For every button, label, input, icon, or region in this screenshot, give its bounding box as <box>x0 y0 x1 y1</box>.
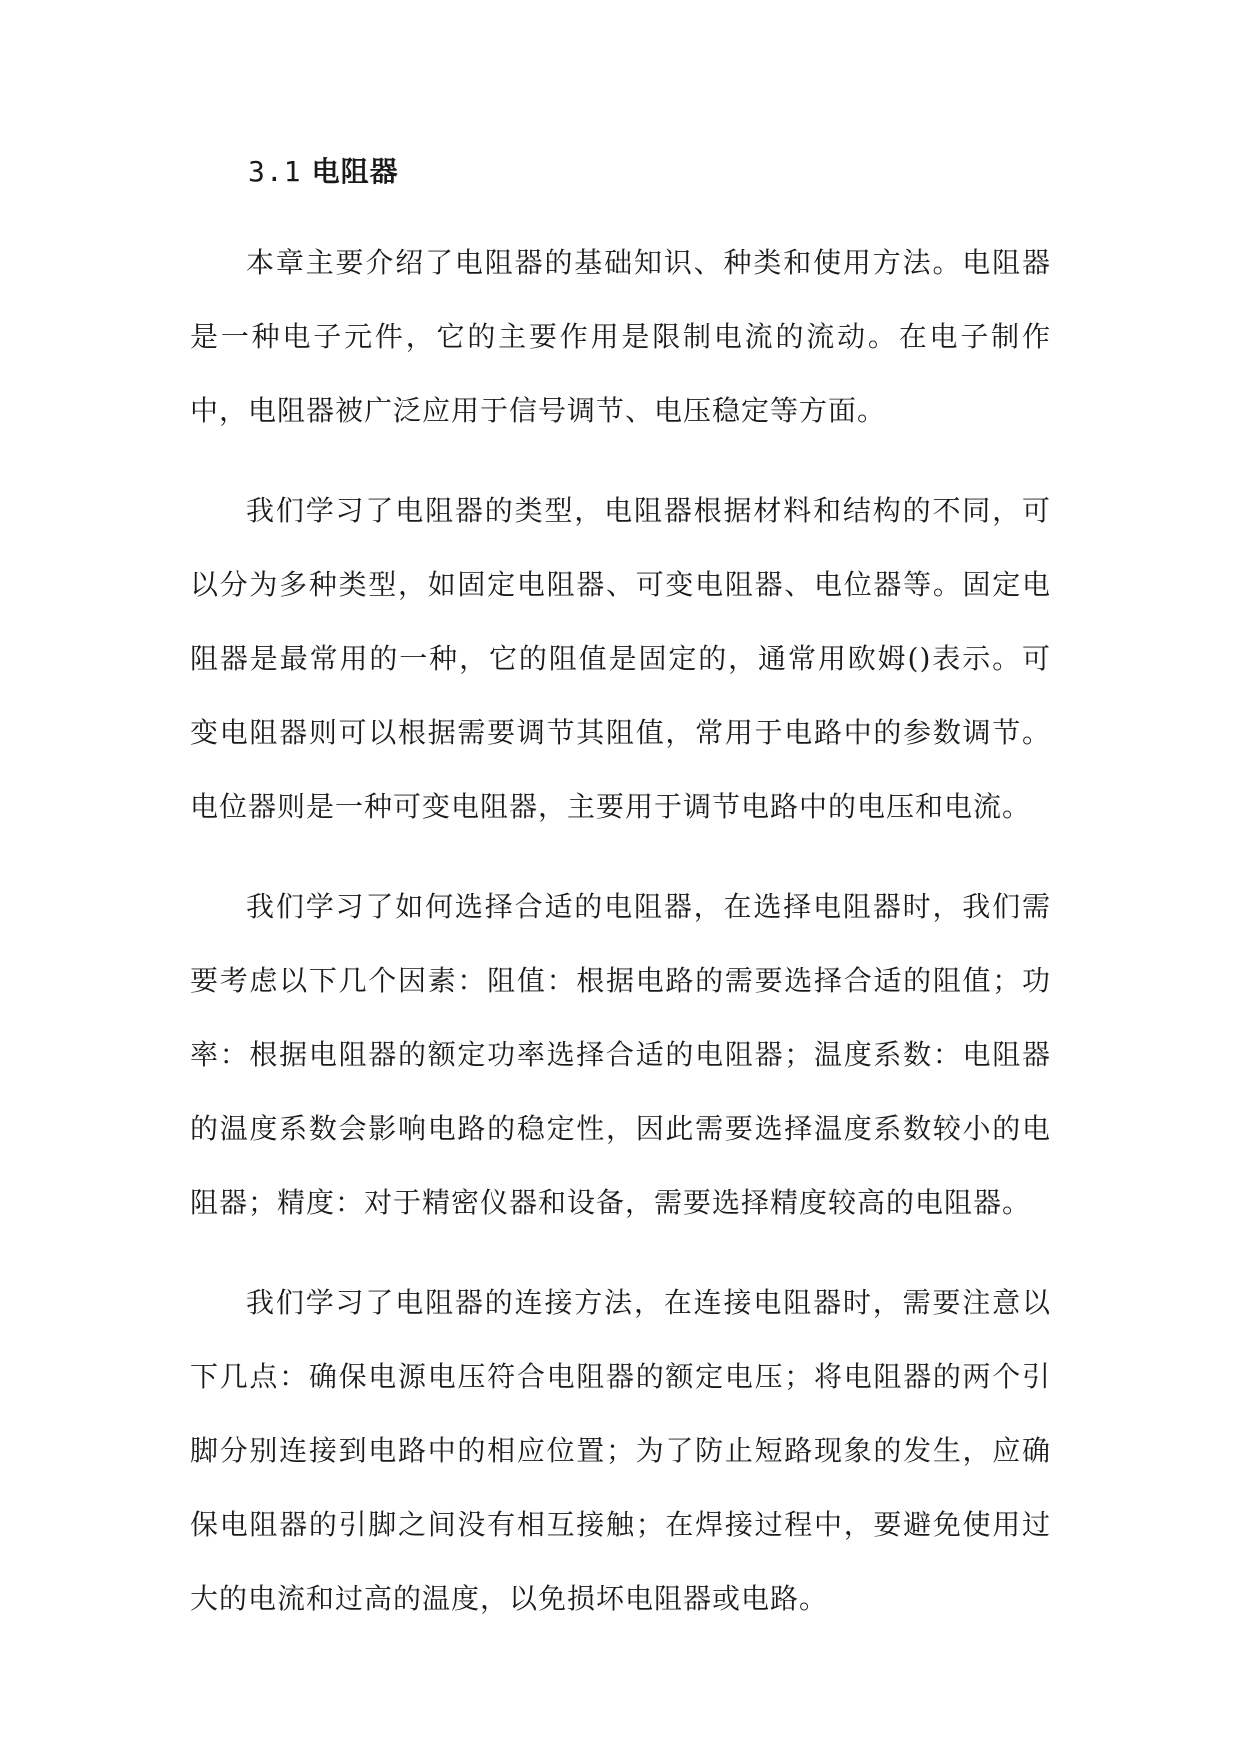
paragraph-types: 我们学习了电阻器的类型，电阻器根据材料和结构的不同，可以分为多种类型，如固定电阻器、可变电阻器、电位器等。固定电阻器是最常用的一种，它的阻值是固定的，通常用欧姆()表示。可变电阻器则可以根据需要调节其阻值，常用于电路中的参数调节。电位器则是一种可变电阻器，主要用于调节电路中的电压和电流。 <box>190 494 1051 823</box>
paragraph-connection: 我们学习了电阻器的连接方法，在连接电阻器时，需要注意以下几点：确保电源电压符合电阻器的额定电压；将电阻器的两个引脚分别连接到电路中的相应位置；为了防止短路现象的发生，应确保电阻器的引脚之间没有相互接触；在焊接过程中，要避免使用过大的电流和过高的温度，以免损坏电阻器或电路。 <box>190 1286 1051 1615</box>
paragraph-selection: 我们学习了如何选择合适的电阻器，在选择电阻器时，我们需要考虑以下几个因素：阻值：根据电路的需要选择合适的阻值；功率：根据电阻器的额定功率选择合适的电阻器；温度系数：电阻器的温度系数会影响电路的稳定性，因此需要选择温度系数较小的电阻器；精度：对于精密仪器和设备，需要选择精度较高的电阻器。 <box>190 890 1051 1219</box>
paragraph-intro: 本章主要介绍了电阻器的基础知识、种类和使用方法。电阻器是一种电子元件，它的主要作用是限制电流的流动。在电子制作中，电阻器被广泛应用于信号调节、电压稳定等方面。 <box>190 246 1051 427</box>
section-heading <box>190 148 1051 196</box>
section-title: 电阻器 <box>311 155 399 188</box>
section-number: 3.1 <box>248 155 302 188</box>
